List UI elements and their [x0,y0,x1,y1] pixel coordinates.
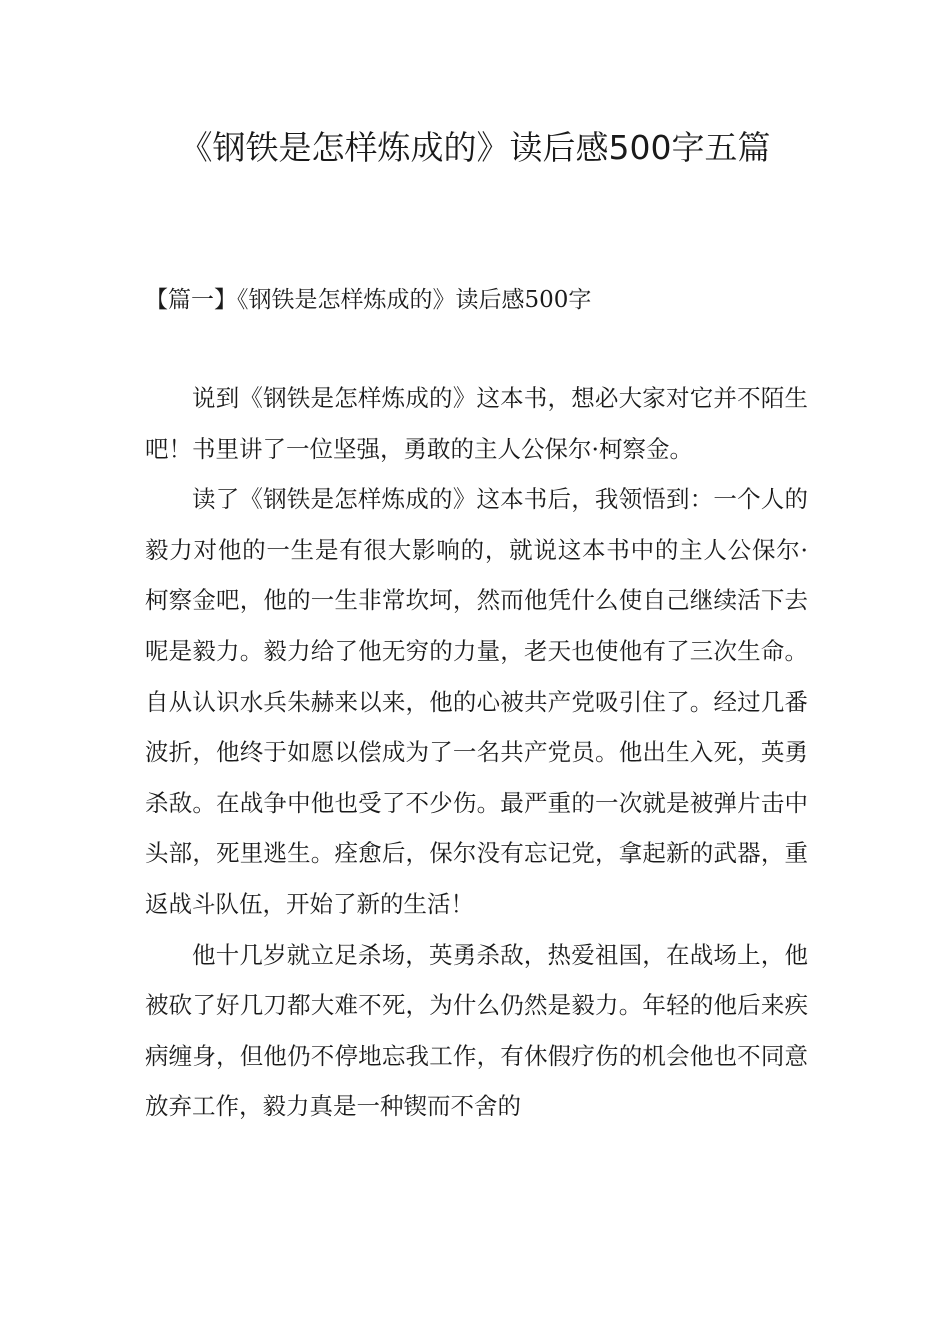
section-heading: 【篇一】《钢铁是怎样炼成的》读后感500字 [145,287,592,313]
body-text [145,373,808,1132]
paragraph-2: 读了《钢铁是怎样炼成的》这本书后，我领悟到：一个人的毅力对他的一生是有很大影响的，就说这本书中的主人公保尔·柯察金吧，他的一生非常坎坷，然而他凭什么使自己继续活下去呢是毅力。毅力给了他无穷的力量，老天也使他有了三次生命。自从认识水兵朱赫来以来，他的心被共产党吸引住了。经过几番波折，他终于如愿以偿成为了一名共产党员。他出生入死，英勇杀敌。在战争中他也受了不少伤。最严重的一次就是被弹片击中头部，死里逃生。痊愈后，保尔没有忘记党，拿起新的武器，重返战斗队伍，开始了新的生活！ [145,485,808,918]
document-title: 《钢铁是怎样炼成的》读后感500字五篇 [179,128,771,167]
paragraph-1: 说到《钢铁是怎样炼成的》这本书，想必大家对它并不陌生吧！书里讲了一位坚强，勇敢的主人公保尔·柯察金。 [145,384,808,463]
paragraph-3: 他十几岁就立足杀场，英勇杀敌，热爱祖国，在战场上，他被砍了好几刀都大难不死，为什么仍然是毅力。年轻的他后来疾病缠身，但他仍不停地忘我工作，有休假疗伤的机会他也不同意放弃工作，毅力真是一种锲而不舍的 [145,940,808,1121]
